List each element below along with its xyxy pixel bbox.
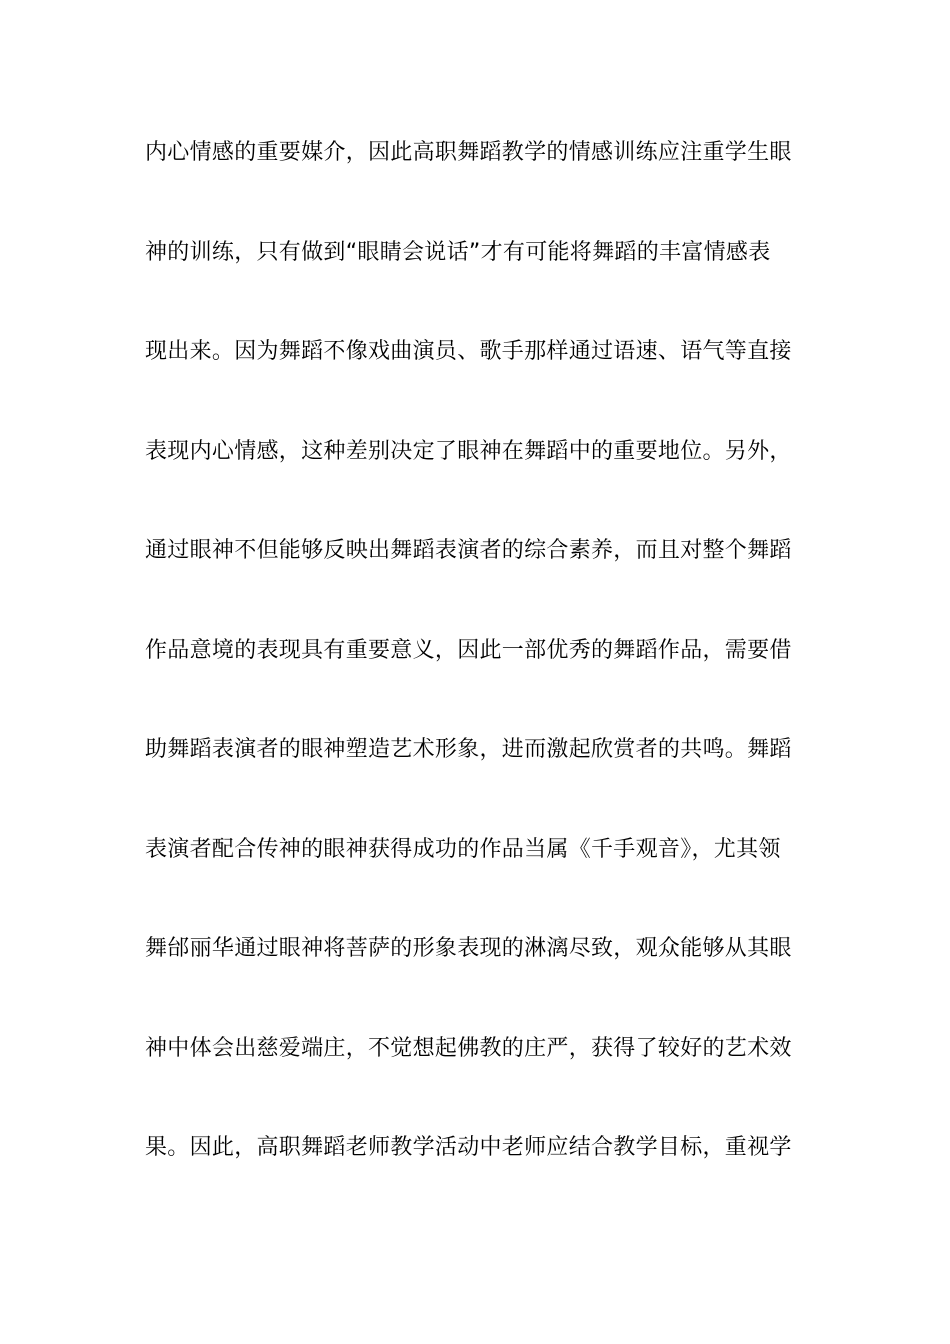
text-line-1: 内心情感的重要媒介，因此高职舞蹈教学的情感训练应注重学生眼 [145,140,792,165]
text-line-9: 舞邰丽华通过眼神将菩萨的形象表现的淋漓尽致，观众能够从其眼 [145,936,792,961]
text-line-10: 神中体会出慈爱端庄，不觉想起佛教的庄严，获得了较好的艺术效 [145,1035,792,1061]
text-line-4: 表现内心情感，这种差别决定了眼神在舞蹈中的重要地位。另外， [145,438,792,464]
text-line-6: 作品意境的表现具有重要意义，因此一部优秀的舞蹈作品，需要借 [145,637,792,663]
text-line-3: 现出来。因为舞蹈不像戏曲演员、歌手那样通过语速、语气等直接 [145,339,792,364]
text-line-11: 果。因此，高职舞蹈老师教学活动中老师应结合教学目标，重视学 [145,1135,792,1160]
body-paragraph [145,131,810,1226]
text-line-2: 神的训练，只有做到“眼睛会说话”才有可能将舞蹈的丰富情感表 [145,239,771,265]
text-line-7: 助舞蹈表演者的眼神塑造艺术形象，进而激起欣赏者的共鸣。舞蹈 [145,737,792,762]
text-line-5: 通过眼神不但能够反映出舞蹈表演者的综合素养，而且对整个舞蹈 [145,538,792,563]
text-line-8: 表演者配合传神的眼神获得成功的作品当属《千手观音》，尤其领 [145,836,781,862]
